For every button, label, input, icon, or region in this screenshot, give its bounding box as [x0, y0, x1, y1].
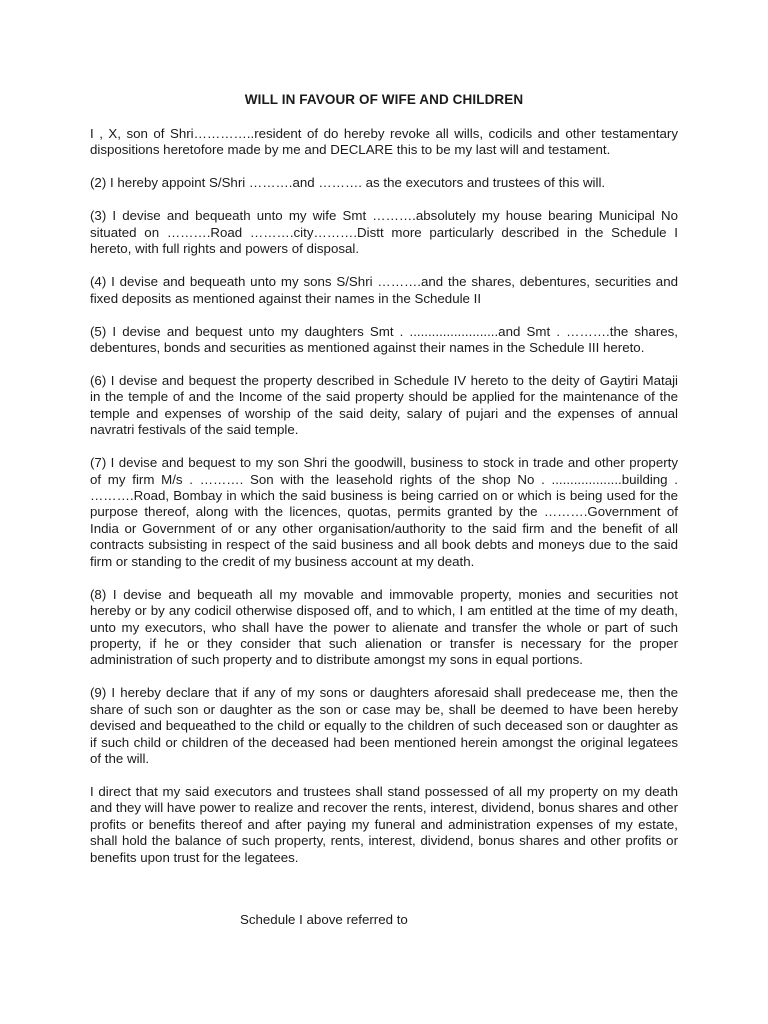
paragraph-deity-bequest: (6) I devise and bequest the property described in Schedule IV hereto to the deity of Gaytiri Mataji in the temple of and the Income of the said property should be applied for the maintenance of the temple and expenses of worship of the said deity, salary of pujari and the expenses of annual navratri festivals of the said temple.: [90, 373, 678, 438]
paragraph-executors: (2) I hereby appoint S/Shri ……….and ………. as the executors and trustees of this will.: [90, 175, 606, 191]
paragraph-wife-bequest: (3) I devise and bequeath unto my wife Smt ……….absolutely my house bearing Municipal No situated on ……….Road ……….city……….Distt more particularly described in the Schedule I hereto, with full rights and powers of disposal.: [90, 208, 678, 257]
paragraph-declaration: I , X, son of Shri…………..resident of do hereby revoke all wills, codicils and other testamentary dispositions heretofore made by me and DECLARE this to be my last will and testament.: [90, 126, 678, 158]
paragraph-daughters-bequest: (5) I devise and bequest unto my daughters Smt . ........................and Smt . ……….the shares, debentures, bonds and securities as mentioned against their names in the Schedule III hereto.: [90, 323, 678, 356]
paragraph-business-bequest: (7) I devise and bequest to my son Shri the goodwill, business to stock in trade and other property of my firm M/s . ………. Son with the leasehold rights of the shop No . ...................building . ……….Road, Bombay in which the said business is being carried on or which is being used for the purpose thereof, along with the licences, quotas, permits granted by the ……….Government of India or Government of or any other organisation/authority to the said firm and the benefit of all contracts subsisting in respect of the said business and all book debts and moneys due to the said firm or standing to the credit of my business account at my death.: [90, 455, 678, 569]
schedule-heading: Schedule I above referred to: [240, 912, 408, 927]
document-body: [90, 126, 678, 883]
document-title: WILL IN FAVOUR OF WIFE AND CHILDREN: [244, 92, 524, 107]
paragraph-trust-direction: I direct that my said executors and trustees shall stand possessed of all my property on my death and they will have power to realize and recover the rents, interest, dividend, bonus shares and other profits or benefits thereof and after paying my funeral and administration expenses of my estate, shall hold the balance of such property, rents, interest, dividend, bonus shares and other profits or benefits upon trust for the legatees.: [90, 783, 678, 865]
paragraph-residuary-bequest: (8) I devise and bequeath all my movable and immovable property, monies and securities not hereby or by any codicil otherwise disposed off, and to which, I am entitled at the time of my death, unto my executors, who shall have the power to alienate and transfer the whole or part of such property, if he or they consider that such alienation or transfer is necessary for the proper administration of such property and to distribute amongst my sons in equal portions.: [90, 586, 678, 668]
paragraph-sons-bequest: (4) I devise and bequeath unto my sons S/Shri ……….and the shares, debentures, securities and fixed deposits as mentioned against their names in the Schedule II: [90, 274, 678, 306]
paragraph-predecease-clause: (9) I hereby declare that if any of my sons or daughters aforesaid shall predecease me, then the share of such son or daughter as the son or case may be, shall be deemed to have been hereby devised and bequeathed to the child or equally to the children of such deceased son or daughter as if such child or children of the deceased had been mentioned herein amongst the original legatees of the will.: [90, 685, 678, 766]
